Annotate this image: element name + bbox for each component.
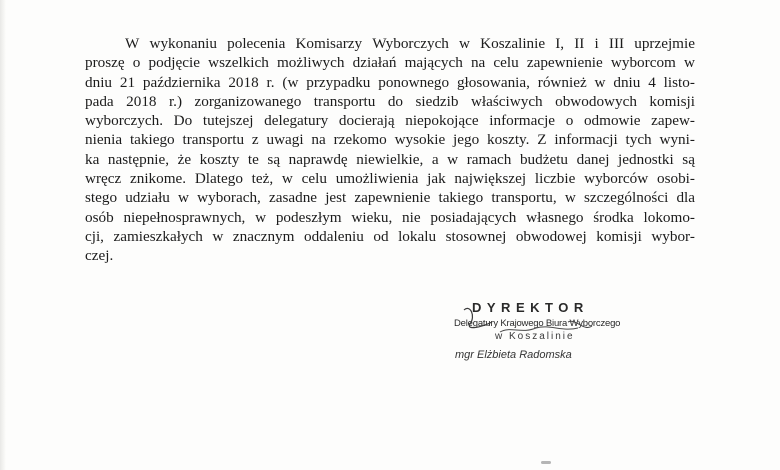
word: jest [325, 189, 347, 207]
text-line [85, 53, 695, 72]
word: Komisarzy [295, 35, 363, 52]
word: takiego [129, 131, 175, 149]
word: jego [453, 131, 480, 149]
word: dla [676, 189, 695, 207]
stamp-institution: Delegatury Krajowego Biura Wyborczego [454, 318, 621, 329]
word: w [459, 35, 471, 52]
word: wieku, [351, 208, 393, 226]
word: uprzejmie [634, 35, 695, 52]
word: również [537, 73, 587, 91]
word: transportu [182, 131, 245, 149]
text-line [85, 227, 695, 246]
word: ka [85, 150, 100, 168]
word: stosownej [445, 227, 507, 245]
word: transportu [313, 92, 376, 110]
word: mających [404, 54, 463, 72]
word: do [387, 92, 404, 110]
word: stego [85, 189, 118, 207]
word: W [125, 35, 140, 52]
word: nienia [85, 131, 123, 149]
word: tutejszej [202, 112, 254, 130]
word: oddaleniu [303, 227, 364, 245]
word: przypadku [306, 73, 371, 91]
word: niepełnosprawnych, [123, 208, 246, 226]
word: celu [301, 170, 327, 188]
word: Wyborczych [372, 35, 449, 52]
word: wyni- [659, 131, 695, 149]
word: niepokojące [405, 112, 479, 130]
word: naprawdę [288, 150, 348, 168]
word: wykonaniu [149, 35, 217, 52]
word: głosowania, [456, 73, 530, 91]
word: obwodowych [555, 92, 637, 110]
word: są [682, 150, 695, 168]
word: działań [352, 54, 397, 72]
word: jak [427, 170, 446, 188]
word: czej. [85, 247, 114, 265]
text-line [85, 150, 695, 169]
word: w [255, 208, 267, 226]
word: jednostki [618, 150, 674, 168]
word: budżetu [519, 150, 569, 168]
word: szczególności [583, 189, 669, 207]
word: nie [402, 208, 421, 226]
text-line [85, 169, 695, 188]
word: w [212, 227, 224, 245]
word: środka [593, 208, 634, 226]
text-line [85, 92, 695, 111]
word: ponownego [378, 73, 450, 91]
word: uwagi [266, 131, 304, 149]
word: te [247, 150, 259, 168]
word: zapewnienie [526, 54, 603, 72]
word: komisji [596, 227, 642, 245]
word: z [251, 131, 259, 149]
word: (w [282, 73, 299, 91]
handwritten-signature-icon [440, 298, 640, 368]
word: celu [493, 54, 519, 72]
word: na [311, 131, 326, 149]
word: Dlatego [194, 170, 243, 188]
word: największej [454, 170, 527, 188]
word: komisji [649, 92, 695, 110]
word: własnego [526, 208, 584, 226]
word: zorganizowanego [194, 92, 302, 110]
word: pada [85, 92, 114, 110]
word: lokomo- [643, 208, 695, 226]
word: polecenia [227, 35, 286, 52]
text-line [85, 73, 695, 92]
text-line [85, 188, 695, 207]
word: wyborców [584, 170, 649, 188]
word: w [447, 150, 459, 168]
scan-mark [541, 461, 551, 464]
stamp-location: w Koszalinie [495, 331, 575, 342]
word: delegatury [264, 112, 329, 130]
word: właściwych [470, 92, 543, 110]
word: że [177, 150, 192, 168]
word: w [281, 170, 293, 188]
text-line [85, 246, 695, 265]
word: zasadne [268, 189, 318, 207]
word: znacznym [232, 227, 295, 245]
stamp-title: DYREKTOR [472, 300, 589, 315]
word: posiadających [430, 208, 517, 226]
text-line [85, 208, 695, 227]
word: cji, [85, 227, 104, 245]
word: w [564, 189, 576, 207]
word: r. [266, 73, 275, 91]
word: 2018 [228, 73, 259, 91]
word: od [373, 227, 389, 245]
word: w [178, 189, 190, 207]
word: o [132, 54, 141, 72]
word: III [608, 35, 625, 52]
word: koszty [199, 150, 240, 168]
word: wyborach, [197, 189, 261, 207]
word: o [565, 112, 574, 130]
word: podjęcie [148, 54, 200, 72]
word: wybor- [651, 227, 695, 245]
word: proszę [85, 54, 125, 72]
word: niewielkie, [356, 150, 424, 168]
word: Z [537, 131, 547, 149]
scan-edge-shadow [0, 0, 6, 470]
word: odmowie [583, 112, 641, 130]
word: też, [251, 170, 274, 188]
stamp-signatory-name: mgr Elżbieta Radomska [455, 349, 572, 361]
word: informacje [489, 112, 556, 130]
word: ramach [466, 150, 512, 168]
text-line [85, 130, 695, 149]
text-line [85, 111, 695, 130]
word: na [470, 54, 486, 72]
word: osób [85, 208, 114, 226]
word: koszty. [487, 131, 530, 149]
word: transportu, [491, 189, 557, 207]
word: podeszłym [275, 208, 342, 226]
word: są [267, 150, 281, 168]
word: liczbie [534, 170, 576, 188]
word: r.) [168, 92, 183, 110]
word: października [142, 73, 221, 91]
word: Do [173, 112, 193, 130]
word: takiego [438, 189, 484, 207]
word: zapew- [651, 112, 695, 130]
word: umożliwienia [335, 170, 419, 188]
word: II [574, 35, 585, 52]
word: i [594, 35, 599, 52]
word: listo- [663, 73, 695, 91]
word: danej [576, 150, 610, 168]
word: wyborcom [610, 54, 676, 72]
word: lokalu [398, 227, 437, 245]
signature-stamp [440, 298, 640, 378]
word: zamieszkałych [113, 227, 203, 245]
word: a [431, 150, 439, 168]
letter-body [85, 34, 695, 266]
text-line [85, 34, 695, 53]
word: wszelkich [208, 54, 269, 72]
word: I, [555, 35, 565, 52]
word: zapewnienie [354, 189, 431, 207]
word: możliwych [276, 54, 345, 72]
word: wyborczych. [85, 112, 164, 130]
word: obwodowej [515, 227, 587, 245]
word: 21 [119, 73, 136, 91]
word: docierają [338, 112, 395, 130]
word: wręcz [85, 170, 122, 188]
word: rzekomo [333, 131, 387, 149]
word: 2018 [126, 92, 157, 110]
word: Koszalinie [480, 35, 546, 52]
word: wysokie [394, 131, 446, 149]
word: udziału [125, 189, 170, 207]
word: siedzib [415, 92, 459, 110]
word: dniu [613, 73, 641, 91]
word: informacji [554, 131, 618, 149]
word: dniu [85, 73, 113, 91]
word: tych [625, 131, 652, 149]
word: 4 [648, 73, 656, 91]
word: w [594, 73, 606, 91]
word: w [684, 54, 695, 72]
word: następnie, [107, 150, 170, 168]
word: znikome. [130, 170, 187, 188]
word: osobi- [656, 170, 695, 188]
